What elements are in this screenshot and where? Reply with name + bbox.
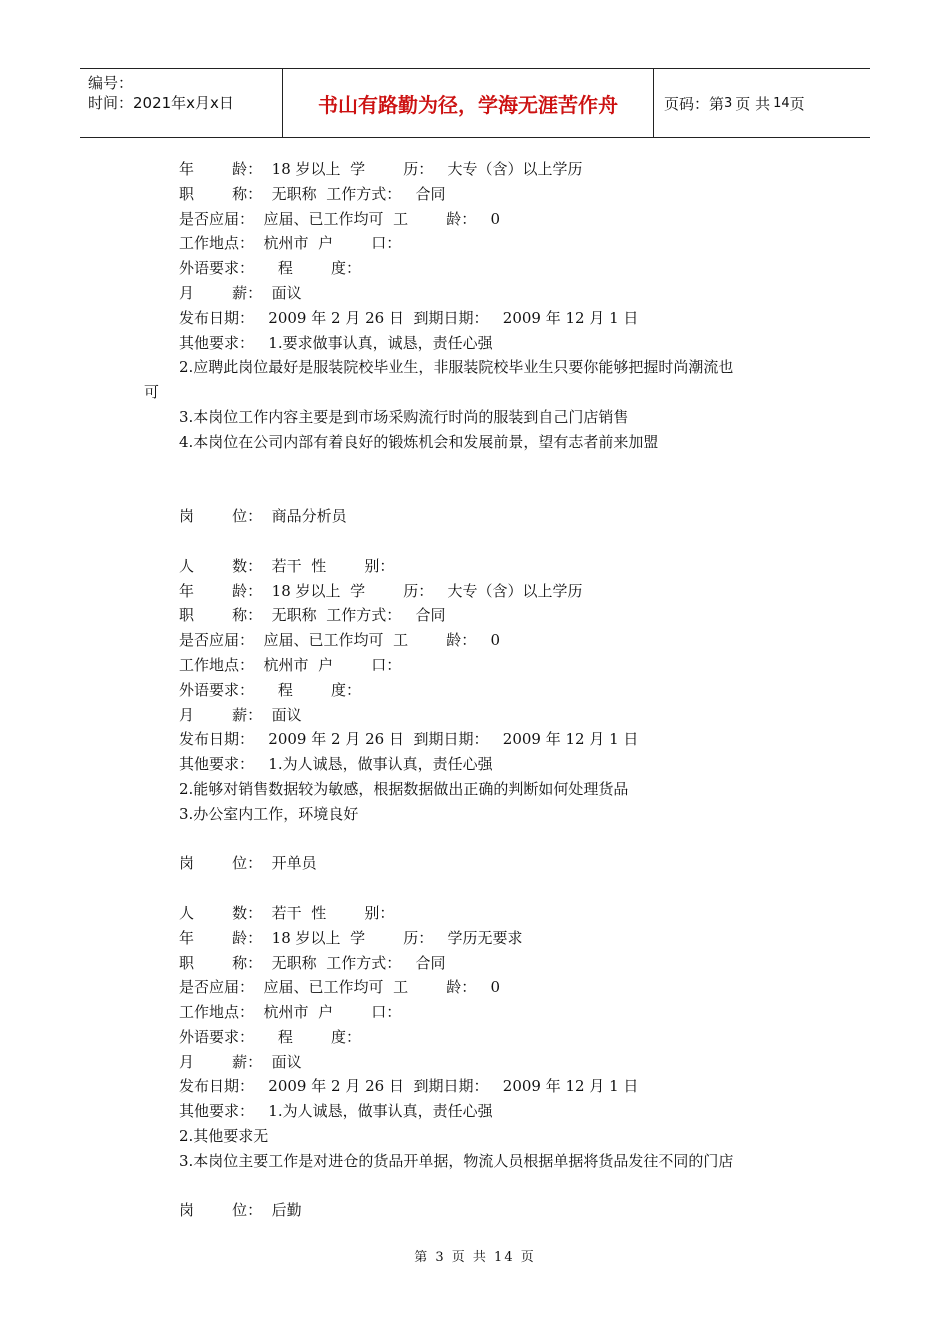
text-line: 是否应届： 应届、已工作均可 工 龄： 0: [179, 209, 501, 228]
page-header: [80, 68, 870, 138]
job-section-billing-clerk: [179, 851, 819, 1173]
header-motto: 书山有路勤为径，学海无涯苦作舟: [282, 69, 654, 137]
page-suffix: 页: [789, 94, 805, 113]
time-label: 时间：2021年x月x日: [88, 94, 234, 112]
number-label: 编号：: [88, 74, 134, 92]
header-left-cell: [80, 69, 282, 137]
text-line: 其他要求： 1.要求做事认真，诚恳，责任心强: [179, 333, 493, 352]
text-line: 是否应届： 应届、已工作均可 工 龄： 0: [179, 978, 501, 997]
text-line: 职 称： 无职称 工作方式： 合同: [179, 953, 446, 972]
job-section-analyst: [179, 504, 819, 826]
document-body: [144, 157, 819, 1223]
text-line: 月 薪： 面议: [179, 283, 302, 302]
text-line: [179, 529, 819, 554]
text-line: 外语要求： 程 度：: [179, 1027, 361, 1046]
text-line: 年 龄： 18 岁以上 学 历： 大专（含）以上学历: [179, 160, 583, 178]
text-line: 2.应聘此岗位最好是服装院校毕业生，非服装院校毕业生只要你能够把握时尚潮流也: [179, 358, 734, 377]
text-line-continuation: 可: [144, 383, 160, 402]
text-line: 2.其他要求无: [179, 1127, 269, 1146]
text-line: 3.本岗位工作内容主要是到市场采购流行时尚的服装到自己门店销售: [179, 407, 629, 426]
text-line: 其他要求： 1.为人诚恳，做事认真，责任心强: [179, 1102, 493, 1121]
text-line: 发布日期： 2009 年 2 月 26 日 到期日期： 2009 年 12 月 1 日: [179, 308, 639, 327]
text-line: 年 龄： 18 岁以上 学 历： 学历无要求: [179, 928, 523, 947]
text-line: 3.办公室内工作，环境良好: [179, 804, 359, 823]
text-line: [179, 876, 819, 901]
text-line: 工作地点： 杭州市 户 口：: [179, 655, 402, 674]
text-line: 外语要求： 程 度：: [179, 259, 361, 278]
text-line: 岗 位： 商品分析员: [179, 507, 347, 526]
page-number: 3: [724, 95, 733, 111]
text-line: 发布日期： 2009 年 2 月 26 日 到期日期： 2009 年 12 月 1 日: [179, 730, 639, 749]
text-line: 4.本岗位在公司内部有着良好的锻炼机会和发展前景，望有志者前来加盟: [179, 432, 659, 451]
text-line: 工作地点： 杭州市 户 口：: [179, 234, 402, 253]
text-line: 岗 位： 后勤: [179, 1201, 302, 1220]
text-line: 月 薪： 面议: [179, 1052, 302, 1071]
spacer: [179, 455, 819, 480]
text-line: 人 数： 若干 性 别：: [179, 556, 395, 575]
text-line: 年 龄： 18 岁以上 学 历： 大专（含）以上学历: [179, 581, 583, 600]
text-line: 月 薪： 面议: [179, 705, 302, 724]
spacer: [179, 1174, 819, 1199]
text-line: 工作地点： 杭州市 户 口：: [179, 1003, 402, 1022]
header-page-info: [654, 69, 870, 137]
text-line: 人 数： 若干 性 别：: [179, 903, 395, 922]
page-total: 14: [773, 95, 790, 111]
page-footer: 第 3 页 共 14 页: [414, 1250, 536, 1265]
text-line: 外语要求： 程 度：: [179, 680, 361, 699]
job-section-logistics: [179, 1198, 819, 1223]
text-line: 3.本岗位主要工作是对进仓的货品开单据，物流人员根据单据将货品发往不同的门店: [179, 1151, 734, 1170]
text-line: 是否应届： 应届、已工作均可 工 龄： 0: [179, 631, 501, 650]
text-line: 发布日期： 2009 年 2 月 26 日 到期日期： 2009 年 12 月 1 日: [179, 1077, 639, 1096]
text-line: 其他要求： 1.为人诚恳，做事认真，责任心强: [179, 755, 493, 774]
spacer: [179, 479, 819, 504]
page-mid: 页 共: [735, 94, 771, 113]
text-line: 岗 位： 开单员: [179, 854, 317, 873]
text-line: 职 称： 无职称 工作方式： 合同: [179, 184, 446, 203]
text-line: 职 称： 无职称 工作方式： 合同: [179, 606, 446, 625]
page-prefix: 页码：第: [664, 94, 725, 113]
text-line: 2.能够对销售数据较为敏感，根据数据做出正确的判断如何处理货品: [179, 779, 629, 798]
wrapped-paragraph: [144, 355, 819, 405]
spacer: [179, 827, 819, 852]
